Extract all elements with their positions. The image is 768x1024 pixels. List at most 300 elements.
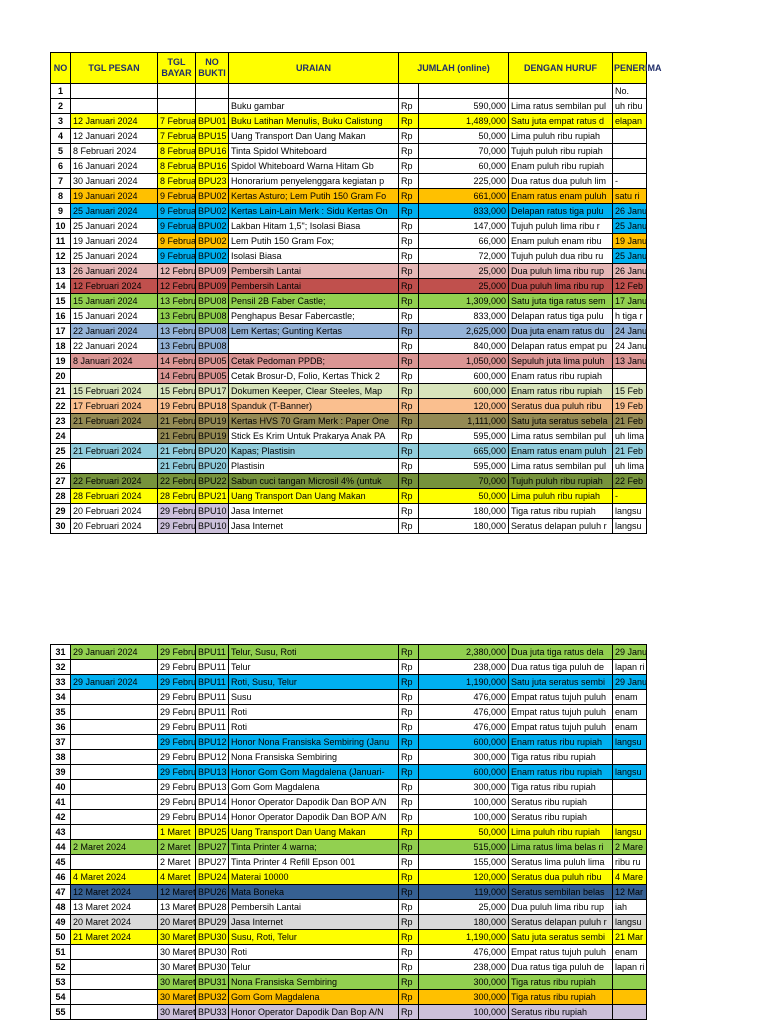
dengan-huruf-cell: Lima ratus sembilan pul <box>509 459 613 474</box>
currency-cell: Rp <box>399 660 419 675</box>
row-no-cell: 54 <box>51 990 71 1005</box>
currency-cell: Rp <box>399 174 419 189</box>
table-row <box>51 504 647 519</box>
dengan-huruf-cell: Delapan ratus tiga pulu <box>509 204 613 219</box>
dengan-huruf-cell: Enam ratus ribu rupiah <box>509 369 613 384</box>
uraian-cell: Jasa Internet <box>229 915 399 930</box>
no-bukti-cell: BPU02 <box>196 189 229 204</box>
jumlah-cell: 72,000 <box>419 249 509 264</box>
row-no-cell: 26 <box>51 459 71 474</box>
uraian-cell: Sabun cuci tangan Microsil 4% (untuk <box>229 474 399 489</box>
table-row <box>51 795 647 810</box>
jumlah-cell: 100,000 <box>419 795 509 810</box>
jumlah-cell: 833,000 <box>419 204 509 219</box>
penerima-cell: h tiga r <box>613 309 647 324</box>
row-no-cell: 11 <box>51 234 71 249</box>
table-row <box>51 960 647 975</box>
tgl-bayar-cell: 29 Febru <box>158 810 196 825</box>
tgl-bayar-cell: 13 Febru <box>158 309 196 324</box>
row-no-cell: 19 <box>51 354 71 369</box>
currency-cell: Rp <box>399 309 419 324</box>
row-no-cell: 51 <box>51 945 71 960</box>
tgl-pesan-cell <box>71 720 158 735</box>
no-bukti-cell: BPU33 <box>196 1005 229 1020</box>
uraian-cell: Roti <box>229 945 399 960</box>
no-bukti-cell: BPU12 <box>196 735 229 750</box>
uraian-cell: Nona Fransiska Sembiring <box>229 975 399 990</box>
uraian-cell: Kapas; Plastisin <box>229 444 399 459</box>
dengan-huruf-cell: Seratus ribu rupiah <box>509 810 613 825</box>
tgl-pesan-cell: 29 Januari 2024 <box>71 675 158 690</box>
row-no-cell: 30 <box>51 519 71 534</box>
tgl-pesan-cell <box>71 855 158 870</box>
jumlah-cell <box>419 84 509 99</box>
penerima-cell: langsu <box>613 519 647 534</box>
tgl-bayar-cell: 21 Febru <box>158 429 196 444</box>
row-no-cell: 41 <box>51 795 71 810</box>
row-no-cell: 6 <box>51 159 71 174</box>
tgl-pesan-cell: 28 Februari 2024 <box>71 489 158 504</box>
dengan-huruf-cell: Tujuh puluh dua ribu ru <box>509 249 613 264</box>
row-no-cell: 35 <box>51 705 71 720</box>
header-no-bukti: NO BUKTI <box>196 53 229 84</box>
tgl-pesan-cell <box>71 369 158 384</box>
row-no-cell: 44 <box>51 840 71 855</box>
penerima-cell: langsu <box>613 504 647 519</box>
no-bukti-cell: BPU13 <box>196 780 229 795</box>
no-bukti-cell: BPU10 <box>196 504 229 519</box>
currency-cell: Rp <box>399 249 419 264</box>
penerima-cell <box>613 975 647 990</box>
tgl-pesan-cell: 30 Januari 2024 <box>71 174 158 189</box>
dengan-huruf-cell: Dua juta tiga ratus dela <box>509 645 613 660</box>
no-bukti-cell: BPU16 <box>196 144 229 159</box>
table-row <box>51 474 647 489</box>
uraian-cell: Lem Kertas; Gunting Kertas <box>229 324 399 339</box>
table-row <box>51 234 647 249</box>
jumlah-cell: 225,000 <box>419 174 509 189</box>
dengan-huruf-cell: Seratus ribu rupiah <box>509 795 613 810</box>
no-bukti-cell: BPU13 <box>196 765 229 780</box>
penerima-cell: No. <box>613 84 647 99</box>
penerima-cell: 12 Feb <box>613 279 647 294</box>
tgl-bayar-cell: 29 Febru <box>158 645 196 660</box>
currency-cell: Rp <box>399 765 419 780</box>
currency-cell: Rp <box>399 915 419 930</box>
header-row <box>51 53 647 84</box>
tgl-bayar-cell: 29 Febru <box>158 660 196 675</box>
header-penerima: PENERIMA <box>613 53 647 84</box>
uraian-cell: Jasa Internet <box>229 519 399 534</box>
tgl-pesan-cell: 2 Maret 2024 <box>71 840 158 855</box>
jumlah-cell: 476,000 <box>419 720 509 735</box>
dengan-huruf-cell: Seratus sembilan belas <box>509 885 613 900</box>
penerima-cell: 25 Janu <box>613 219 647 234</box>
tgl-bayar-cell: 30 Maret <box>158 930 196 945</box>
jumlah-cell: 600,000 <box>419 369 509 384</box>
dengan-huruf-cell: Enam ratus enam puluh <box>509 444 613 459</box>
tgl-pesan-cell: 21 Maret 2024 <box>71 930 158 945</box>
dengan-huruf-cell: Enam ratus ribu rupiah <box>509 384 613 399</box>
penerima-cell <box>613 129 647 144</box>
uraian-cell: Telur, Susu, Roti <box>229 645 399 660</box>
tgl-bayar-cell <box>158 84 196 99</box>
header-dengan-huruf: DENGAN HURUF <box>509 53 613 84</box>
header-jumlah: JUMLAH (online) <box>399 53 509 84</box>
tgl-bayar-cell: 29 Febru <box>158 519 196 534</box>
table-row <box>51 324 647 339</box>
tgl-pesan-cell <box>71 795 158 810</box>
uraian-cell: Tinta Printer 4 warna; <box>229 840 399 855</box>
jumlah-cell: 50,000 <box>419 129 509 144</box>
dengan-huruf-cell: Lima puluh ribu rupiah <box>509 489 613 504</box>
currency-cell: Rp <box>399 645 419 660</box>
row-no-cell: 32 <box>51 660 71 675</box>
penerima-cell: uh lima <box>613 429 647 444</box>
currency-cell: Rp <box>399 264 419 279</box>
row-no-cell: 5 <box>51 144 71 159</box>
tgl-bayar-cell: 20 Maret <box>158 915 196 930</box>
uraian-cell: Spanduk (T-Banner) <box>229 399 399 414</box>
currency-cell: Rp <box>399 489 419 504</box>
tgl-pesan-cell: 12 Januari 2024 <box>71 114 158 129</box>
jumlah-cell: 595,000 <box>419 429 509 444</box>
row-no-cell: 16 <box>51 309 71 324</box>
jumlah-cell: 476,000 <box>419 705 509 720</box>
uraian-cell: Susu <box>229 690 399 705</box>
no-bukti-cell: BPU27 <box>196 840 229 855</box>
dengan-huruf-cell: Dua puluh lima ribu rup <box>509 900 613 915</box>
row-no-cell: 45 <box>51 855 71 870</box>
tgl-pesan-cell <box>71 765 158 780</box>
jumlah-cell: 300,000 <box>419 975 509 990</box>
penerima-cell: 25 Janu <box>613 249 647 264</box>
penerima-cell: langsu <box>613 765 647 780</box>
dengan-huruf-cell: Empat ratus tujuh puluh <box>509 705 613 720</box>
row-no-cell: 18 <box>51 339 71 354</box>
no-bukti-cell: BPU02 <box>196 234 229 249</box>
penerima-cell: 2 Mare <box>613 840 647 855</box>
currency-cell: Rp <box>399 720 419 735</box>
header-tgl-bayar: TGL BAYAR <box>158 53 196 84</box>
row-no-cell: 27 <box>51 474 71 489</box>
currency-cell: Rp <box>399 900 419 915</box>
row-no-cell: 15 <box>51 294 71 309</box>
table-row <box>51 885 647 900</box>
tgl-pesan-cell: 22 Februari 2024 <box>71 474 158 489</box>
dengan-huruf-cell: Lima ratus lima belas ri <box>509 840 613 855</box>
table-row <box>51 414 647 429</box>
tgl-bayar-cell: 1 Maret <box>158 825 196 840</box>
currency-cell: Rp <box>399 795 419 810</box>
penerima-cell: 15 Feb <box>613 384 647 399</box>
tgl-bayar-cell: 9 Februa <box>158 234 196 249</box>
tgl-pesan-cell <box>71 690 158 705</box>
no-bukti-cell: BPU11 <box>196 720 229 735</box>
penerima-cell: 17 Janu <box>613 294 647 309</box>
tgl-bayar-cell: 19 Febru <box>158 399 196 414</box>
currency-cell: Rp <box>399 870 419 885</box>
no-bukti-cell: BPU14 <box>196 810 229 825</box>
no-bukti-cell: BPU19 <box>196 414 229 429</box>
row-no-cell: 13 <box>51 264 71 279</box>
jumlah-cell: 476,000 <box>419 945 509 960</box>
no-bukti-cell: BPU21 <box>196 489 229 504</box>
header-tgl-pesan: TGL PESAN <box>71 53 158 84</box>
tgl-pesan-cell: 25 Januari 2024 <box>71 219 158 234</box>
no-bukti-cell: BPU31 <box>196 975 229 990</box>
dengan-huruf-cell: Empat ratus tujuh puluh <box>509 690 613 705</box>
penerima-cell <box>613 159 647 174</box>
jumlah-cell: 25,000 <box>419 900 509 915</box>
penerima-cell: 29 Janu <box>613 675 647 690</box>
no-bukti-cell: BPU11 <box>196 690 229 705</box>
penerima-cell: - <box>613 174 647 189</box>
no-bukti-cell: BPU17 <box>196 384 229 399</box>
currency-cell: Rp <box>399 114 419 129</box>
penerima-cell: 19 Feb <box>613 399 647 414</box>
tgl-bayar-cell: 30 Maret <box>158 975 196 990</box>
row-no-cell: 53 <box>51 975 71 990</box>
penerima-cell: 19 Janu <box>613 234 647 249</box>
tgl-bayar-cell: 29 Febru <box>158 780 196 795</box>
table-row <box>51 339 647 354</box>
tgl-bayar-cell: 29 Febru <box>158 705 196 720</box>
penerima-cell: elapan <box>613 114 647 129</box>
jumlah-cell: 1,190,000 <box>419 930 509 945</box>
no-bukti-cell: BPU27 <box>196 855 229 870</box>
dengan-huruf-cell: Empat ratus tujuh puluh <box>509 945 613 960</box>
table-row <box>51 99 647 114</box>
tgl-pesan-cell: 8 Januari 2024 <box>71 354 158 369</box>
table-row <box>51 1005 647 1020</box>
table-row <box>51 645 647 660</box>
tgl-bayar-cell: 29 Febru <box>158 675 196 690</box>
tgl-bayar-cell: 7 Februa <box>158 129 196 144</box>
jumlah-cell: 2,625,000 <box>419 324 509 339</box>
tgl-pesan-cell <box>71 1005 158 1020</box>
currency-cell: Rp <box>399 780 419 795</box>
jumlah-cell: 180,000 <box>419 915 509 930</box>
table-row <box>51 354 647 369</box>
no-bukti-cell: BPU23 <box>196 174 229 189</box>
currency-cell: Rp <box>399 690 419 705</box>
currency-cell: Rp <box>399 99 419 114</box>
table-row <box>51 705 647 720</box>
currency-cell: Rp <box>399 519 419 534</box>
header-uraian: URAIAN <box>229 53 399 84</box>
penerima-cell: 29 Janu <box>613 645 647 660</box>
dengan-huruf-cell: Enam puluh ribu rupiah <box>509 159 613 174</box>
row-no-cell: 39 <box>51 765 71 780</box>
tgl-pesan-cell: 19 Januari 2024 <box>71 234 158 249</box>
table-row <box>51 660 647 675</box>
jumlah-cell: 600,000 <box>419 384 509 399</box>
uraian-cell: Roti <box>229 720 399 735</box>
table-row <box>51 399 647 414</box>
dengan-huruf-cell: Dua juta enam ratus du <box>509 324 613 339</box>
currency-cell: Rp <box>399 414 419 429</box>
uraian-cell: Pembersih Lantai <box>229 900 399 915</box>
row-no-cell: 31 <box>51 645 71 660</box>
table-row <box>51 750 647 765</box>
dengan-huruf-cell <box>509 84 613 99</box>
transactions-table-1 <box>50 52 662 534</box>
no-bukti-cell: BPU30 <box>196 930 229 945</box>
jumlah-cell: 595,000 <box>419 459 509 474</box>
currency-cell: Rp <box>399 339 419 354</box>
no-bukti-cell: BPU02 <box>196 219 229 234</box>
row-no-cell: 52 <box>51 960 71 975</box>
penerima-cell: iah <box>613 900 647 915</box>
tgl-bayar-cell: 29 Febru <box>158 690 196 705</box>
no-bukti-cell <box>196 84 229 99</box>
table-row <box>51 675 647 690</box>
jumlah-cell: 25,000 <box>419 279 509 294</box>
currency-cell: Rp <box>399 810 419 825</box>
currency-cell: Rp <box>399 279 419 294</box>
currency-cell: Rp <box>399 324 419 339</box>
table-row <box>51 189 647 204</box>
dengan-huruf-cell: Lima puluh ribu rupiah <box>509 825 613 840</box>
transactions-table-2 <box>50 644 647 1020</box>
no-bukti-cell: BPU14 <box>196 795 229 810</box>
jumlah-cell: 2,380,000 <box>419 645 509 660</box>
table-row <box>51 900 647 915</box>
table-row <box>51 249 647 264</box>
table-row <box>51 690 647 705</box>
table-row <box>51 459 647 474</box>
row-no-cell: 2 <box>51 99 71 114</box>
jumlah-cell: 100,000 <box>419 810 509 825</box>
row-no-cell: 46 <box>51 870 71 885</box>
tgl-pesan-cell: 26 Januari 2024 <box>71 264 158 279</box>
tgl-pesan-cell: 20 Maret 2024 <box>71 915 158 930</box>
tgl-pesan-cell <box>71 990 158 1005</box>
dengan-huruf-cell: Tujuh puluh ribu rupiah <box>509 144 613 159</box>
tgl-pesan-cell: 25 Januari 2024 <box>71 249 158 264</box>
penerima-cell <box>613 780 647 795</box>
jumlah-cell: 238,000 <box>419 660 509 675</box>
table-row <box>51 975 647 990</box>
penerima-cell: langsu <box>613 825 647 840</box>
row-no-cell: 23 <box>51 414 71 429</box>
no-bukti-cell <box>196 99 229 114</box>
penerima-cell: 22 Feb <box>613 474 647 489</box>
tgl-pesan-cell: 8 Februari 2024 <box>71 144 158 159</box>
table-row <box>51 114 647 129</box>
jumlah-cell: 60,000 <box>419 159 509 174</box>
uraian-cell: Honor Operator Dapodik Dan BOP A/N <box>229 810 399 825</box>
no-bukti-cell: BPU10 <box>196 519 229 534</box>
tgl-bayar-cell: 13 Febru <box>158 339 196 354</box>
table-row <box>51 930 647 945</box>
tgl-bayar-cell: 21 Febru <box>158 444 196 459</box>
currency-cell: Rp <box>399 459 419 474</box>
table-row <box>51 990 647 1005</box>
row-no-cell: 49 <box>51 915 71 930</box>
currency-cell: Rp <box>399 750 419 765</box>
dengan-huruf-cell: Seratus lima puluh lima <box>509 855 613 870</box>
uraian-cell <box>229 84 399 99</box>
uraian-cell: Lem Putih 150 Gram Fox; <box>229 234 399 249</box>
tgl-bayar-cell: 2 Maret <box>158 840 196 855</box>
tgl-pesan-cell: 12 Februari 2024 <box>71 279 158 294</box>
dengan-huruf-cell: Lima puluh ribu rupiah <box>509 129 613 144</box>
tgl-pesan-cell: 29 Januari 2024 <box>71 645 158 660</box>
table-row <box>51 204 647 219</box>
no-bukti-cell: BPU20 <box>196 444 229 459</box>
tgl-bayar-cell: 29 Febru <box>158 750 196 765</box>
dengan-huruf-cell: Sepuluh juta lima puluh <box>509 354 613 369</box>
penerima-cell: satu ri <box>613 189 647 204</box>
dengan-huruf-cell: Tiga ratus ribu rupiah <box>509 975 613 990</box>
tgl-bayar-cell: 14 Febru <box>158 354 196 369</box>
uraian-cell: Jasa Internet <box>229 504 399 519</box>
tgl-bayar-cell: 8 Februa <box>158 144 196 159</box>
penerima-cell: uh lima <box>613 459 647 474</box>
dengan-huruf-cell: Tiga ratus ribu rupiah <box>509 780 613 795</box>
tgl-pesan-cell <box>71 429 158 444</box>
row-no-cell: 21 <box>51 384 71 399</box>
uraian-cell: Pembersih Lantai <box>229 279 399 294</box>
currency-cell: Rp <box>399 885 419 900</box>
table-row <box>51 735 647 750</box>
tgl-pesan-cell <box>71 99 158 114</box>
dengan-huruf-cell: Tujuh puluh lima ribu r <box>509 219 613 234</box>
jumlah-cell: 833,000 <box>419 309 509 324</box>
penerima-cell <box>613 1005 647 1020</box>
uraian-cell: Buku gambar <box>229 99 399 114</box>
penerima-cell: lapan ri <box>613 660 647 675</box>
table-row <box>51 855 647 870</box>
currency-cell: Rp <box>399 369 419 384</box>
penerima-cell <box>613 795 647 810</box>
table-row <box>51 294 647 309</box>
jumlah-cell: 1,489,000 <box>419 114 509 129</box>
penerima-cell: 24 Janu <box>613 339 647 354</box>
no-bukti-cell: BPU30 <box>196 945 229 960</box>
no-bukti-cell: BPU19 <box>196 429 229 444</box>
dengan-huruf-cell: Dua ratus dua puluh lim <box>509 174 613 189</box>
tgl-bayar-cell: 14 Febru <box>158 369 196 384</box>
row-no-cell: 1 <box>51 84 71 99</box>
tgl-pesan-cell: 21 Februari 2024 <box>71 414 158 429</box>
penerima-cell <box>613 369 647 384</box>
currency-cell: Rp <box>399 444 419 459</box>
jumlah-cell: 120,000 <box>419 870 509 885</box>
jumlah-cell: 1,309,000 <box>419 294 509 309</box>
tgl-bayar-cell: 12 Maret <box>158 885 196 900</box>
currency-cell: Rp <box>399 735 419 750</box>
no-bukti-cell: BPU08 <box>196 324 229 339</box>
row-no-cell: 10 <box>51 219 71 234</box>
tgl-bayar-cell: 21 Febru <box>158 459 196 474</box>
row-no-cell: 43 <box>51 825 71 840</box>
tgl-bayar-cell: 4 Maret <box>158 870 196 885</box>
jumlah-cell: 100,000 <box>419 1005 509 1020</box>
uraian-cell: Honor Nona Fransiska Sembiring (Janu <box>229 735 399 750</box>
row-no-cell: 38 <box>51 750 71 765</box>
row-no-cell: 9 <box>51 204 71 219</box>
dengan-huruf-cell: Satu juta seratus sebela <box>509 414 613 429</box>
uraian-cell: Gom Gom Magdalena <box>229 990 399 1005</box>
tgl-bayar-cell: 9 Februa <box>158 204 196 219</box>
penerima-cell: 4 Mare <box>613 870 647 885</box>
dengan-huruf-cell: Tiga ratus ribu rupiah <box>509 750 613 765</box>
no-bukti-cell: BPU29 <box>196 915 229 930</box>
table-row <box>51 384 647 399</box>
